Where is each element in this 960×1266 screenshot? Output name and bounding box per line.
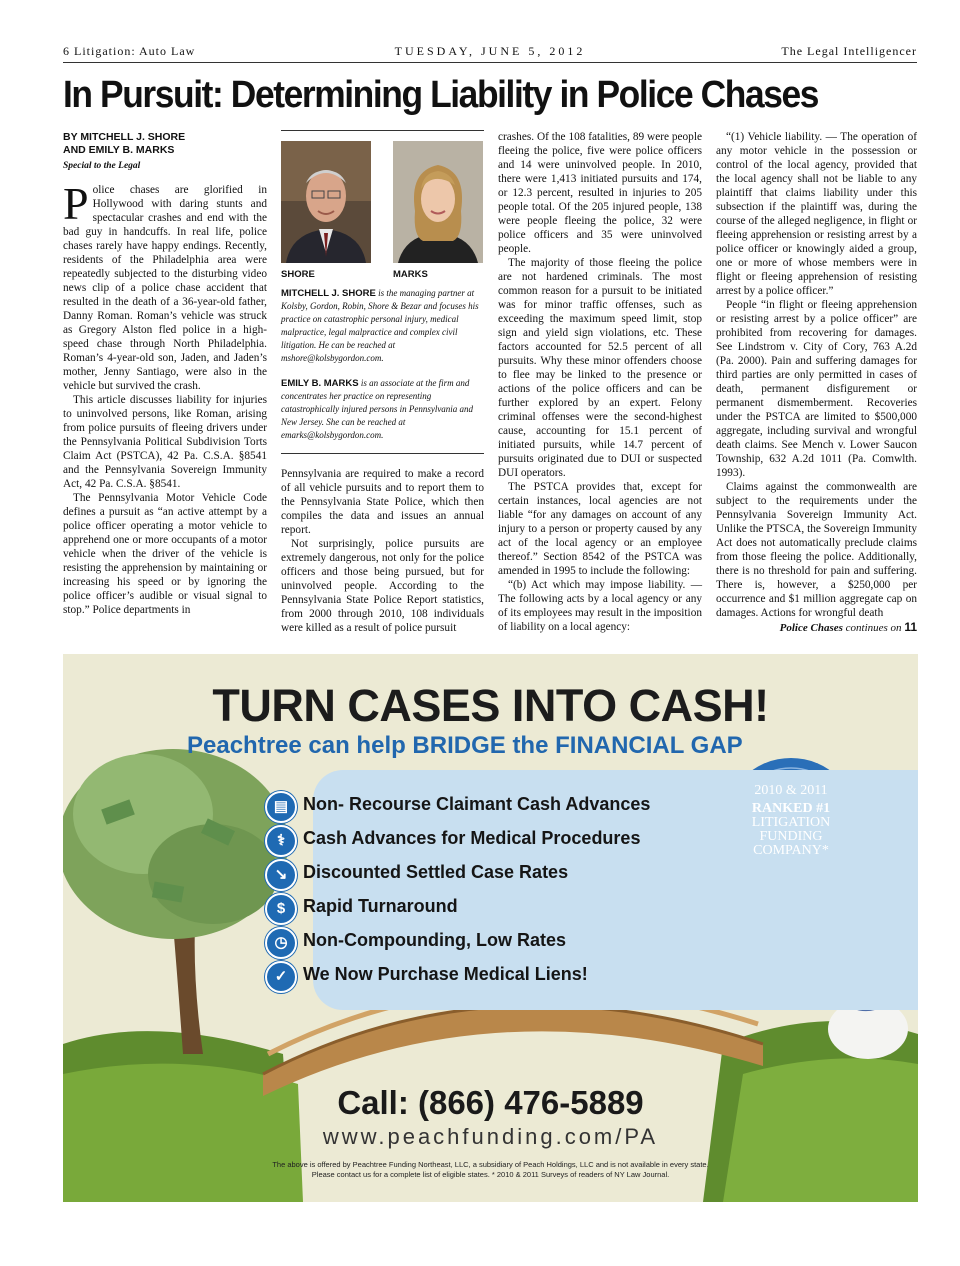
award-ribbon-text: 2010 & 2011 RANKED #1 LITIGATION FUNDING COMPANY*: [751, 783, 831, 858]
shore-photo: [281, 141, 371, 263]
issue-date: TUESDAY, JUNE 5, 2012: [394, 44, 586, 58]
website-link[interactable]: www.peachfunding.com/PA: [322, 1124, 659, 1149]
paragraph: Claims against the commonwealth are subject to the requirements under the Pennsylvania Sovereign Immunity Act. Unlike the PTSCA, the Sovereign Immunity Act does not automatically preclude claims from those fleeing the police. Additionally, there is no threshold for pain and suffering. There is, however, a $250,000 per occurrence and $1 million aggregate cap on damages. Actions for wrongful death: [716, 481, 917, 619]
column-1: [63, 131, 267, 617]
feature-item: $ Rapid Turnaround: [303, 896, 458, 917]
money-bag-icon: $: [265, 893, 297, 925]
paragraph: “(1) Vehicle liability. — The operation of any motor vehicle in the possession or control of the local agency, provided that the local agency shall not be liable to any plaintiff that claims liability under this subsection if the plaintiff was, during the course of the alleged negligence, in flight or fleeing apprehension or resisting arrest by a police officer or knowingly aided a group, one or more of whose members were in flight or fleeing apprehension of resisting arrest by a police officer.”: [716, 131, 917, 297]
feature-item: ✓ We Now Purchase Medical Liens!: [303, 964, 588, 985]
drop-cap: P: [63, 178, 89, 229]
paragraph: Pennsylvania are required to make a record of all vehicle pursuits and to report them to the Pennsylvania State Police, which then compiles the data and issues an annual report.: [281, 468, 484, 536]
lead-paragraph: Police chases are glorified in Hollywood with daring stunts and spectacular crashes and end with the bad guy in handcuffs. In real life, police chases rarely have happy endings. Recently, residents of the Philadelphia area were repeatedly subjected to the disturbing video news clip of a police chase accident that resulted in the death of a 36-year-old father, Danny Roman. Roman’s vehicle was struck as Gregory Alston fled police in a high-speed chase through North Philadelphia. Roman’s 4-year-old son, Jaden, and Jaden’s mother, Jenny Santiago, were also in the vehicle but survived the crash.: [63, 178, 267, 392]
marks-bio: EMILY B. MARKS is an associate at the firm and concentrates her practice on representing catastrophically injured persons in Pennsylvania and New Jersey. She can be reached at emarks@kolsbygordon.com.: [281, 378, 474, 440]
discount-tag-icon: ↘: [265, 859, 297, 891]
ad-subhead: Peachtree can help BRIDGE the FINANCIAL GAP: [187, 732, 743, 759]
checkmark-icon: ✓: [265, 961, 297, 993]
feature-item: ◷ Non-Compounding, Low Rates: [303, 930, 566, 951]
marks-photo: [393, 141, 483, 263]
paragraph: crashes. Of the 108 fatalities, 89 were people fleeing the police, five were police officers and 14 were uninvolved people. In 2010, there were 1,413 initiated pursuits and 174, or 12.3 percent, resulted in injuries to 205 people total. Of the 205 injured people, 138 were people fleeing the police, 32 were police officers and 35 were uninvolved people.: [498, 131, 702, 255]
feature-item: ↘ Discounted Settled Case Rates: [303, 862, 568, 883]
feature-item: ▤ Non- Recourse Claimant Cash Advances: [303, 794, 650, 815]
paragraph: This article discusses liability for injuries to uninvolved persons, like Roman, arising from police pursuits of fleeing drivers under the Pennsylvania Political Subdivision Torts Claim Act (PSTCA), 42 Pa. C.S.A. §8541 and the Pennsylvania Sovereign Immunity Act, 42 Pa. C.S.A. §8541.: [63, 394, 267, 490]
publication-name: The Legal Intelligencer: [781, 44, 917, 58]
shore-bio: MITCHELL J. SHORE is the managing partner at Kolsby, Gordon, Robin, Shore & Bezar and focuses his practice on catastrophic personal injury, medical malpractice, legal malpractice and complex civil litigation. He can be reached at mshore@kolsbygordon.com.: [281, 288, 479, 363]
photo-caption-shore: SHORE: [281, 269, 315, 280]
ad-headline: TURN CASES INTO CASH!: [212, 680, 769, 731]
bank-icon: ▤: [265, 791, 297, 823]
page-header: [63, 42, 917, 63]
paragraph: The majority of those fleeing the police are not hardened criminals. The most common reason for a pursuit to be initiated was for minor traffic offenses, such as exceeding the maximum speed limit, stop sign and yield sign violations, etc. These factors accounted for 52.5 percent of all pursuits. Why these minor offenders choose to flee may be linked to the presence or actions of the police officers and can be further explored by an expert. Felony criminal offenses were the second-highest cause, accounting for 15.1 percent of initiated pursuits, while 14.7 percent of pursuits originated due to DUI or suspected DUI operators.: [498, 257, 702, 479]
author-bios: [281, 130, 484, 454]
paragraph: The Pennsylvania Motor Vehicle Code defines a pursuit as “an active attempt by a police officer operating a motor vehicle to apprehend one or more occupants of a motor vehicle when the driver of the vehicle is resisting the apprehension by maintaining or increasing his speed or by ignoring the police officer’s audible or visual signal to stop.” Police departments in: [63, 492, 267, 616]
ad-disclaimer: The above is offered by Peachtree Funding Northeast, LLC, a subsidiary of Peach Holdings, LLC and is not available in every state. Please contact us for a complete list of eligible states. * 2010 & 2011 Surveys of readers of NY Law Journal.: [272, 1160, 709, 1179]
byline-line-2: AND EMILY B. MARKS: [63, 144, 175, 156]
paragraph: “(b) Act which may impose liability. — The following acts by a local agency or any of its employees may result in the imposition of liability on a local agency:: [498, 579, 702, 633]
feature-item: ⚕ Cash Advances for Medical Procedures: [303, 828, 640, 849]
advertisement[interactable]: [63, 654, 918, 1202]
byline-special: Special to the Legal: [63, 161, 141, 171]
continued-on-link[interactable]: Police Chases continues on 11: [779, 620, 917, 634]
column-4: [716, 130, 917, 620]
column-3: [498, 130, 702, 634]
phone-number[interactable]: Call: (866) 476-5889: [337, 1084, 644, 1121]
section-label: 6 Litigation: Auto Law: [63, 44, 196, 58]
paragraph: Not surprisingly, police pursuits are extremely dangerous, not only for the police officers and those being pursued, but for uninvolved people. According to the Pennsylvania State Police Report statistics, from 2000 through 2010, 108 individuals were killed as a result of police pursuit: [281, 538, 484, 634]
column-2: [281, 467, 484, 635]
byline-line-1: BY MITCHELL J. SHORE: [63, 131, 186, 143]
paragraph: People “in flight or fleeing apprehension or resisting arrest by a police officer” are prohibited from recovering for damages. See Lindstrom v. City of Cory, 763 A.2d (Pa. 2000). Pain and suffering damages for third parties are only permitted in cases of death, permanent disfigurement or permanent dismemberment. Recoveries under the PSTCA are limited to $500,000 aggregate, including survival and wrongful death claims. See Mench v. Lower Saucon Township, 632 A.2d 1011 (Pa. Comwlth. 1993).: [716, 299, 917, 479]
photo-caption-marks: MARKS: [393, 269, 428, 280]
medical-caduceus-icon: ⚕: [265, 825, 297, 857]
article-headline: In Pursuit: Determining Liability in Police Chases: [63, 74, 819, 116]
paragraph: The PSTCA provides that, except for certain instances, local agencies are not liable “for any damages on account of any injury to a person or property caused by any act of the local agency or an employee thereof.” Section 8542 of the PSTCA was amended in 1995 to include the following:: [498, 481, 702, 577]
clock-icon: ◷: [265, 927, 297, 959]
